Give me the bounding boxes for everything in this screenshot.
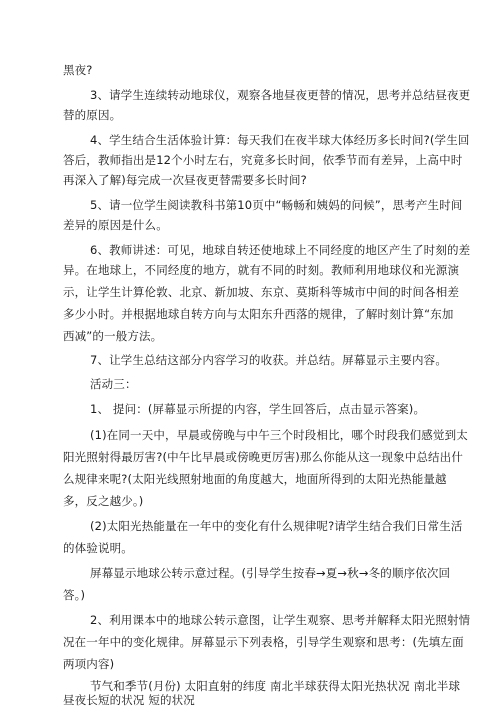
text-line: 替的原因。 (63, 108, 122, 122)
text-line: 再深入了解)每完成一次昼夜更替需要多长时间? (63, 173, 307, 187)
text-line: 么规律来呢?(太阳光线照射地面的角度越大，地面所得到的太阳光热能量越 (63, 472, 447, 486)
text-line: 示，让学生计算伦敦、北京、新加坡、东京、莫斯科等城市中间的时间各相差 (63, 285, 460, 299)
text-line: (1)在同一天中，早晨或傍晚与中午三个时段相比，哪个时段我们感觉到太 (90, 428, 468, 442)
text-line: 两项内容) (63, 657, 115, 671)
text-line: 5、请一位学生阅读教科书第10页中“畅畅和姨妈的问候”，思考产生时间 (90, 198, 463, 212)
text-line: 6、教师讲述：可见，地球自转还使地球上不同经度的地区产生了时刻的差 (90, 243, 471, 257)
text-line: 多少小时。并根据地球自转方向与太阳东升西落的规律，了解时刻计算“东加 (63, 307, 454, 321)
text-line: 节气和季节(月份) 太阳直射的纬度 南北半球获得太阳光热状况 南北半球 (90, 679, 461, 693)
text-line: 答后，教师指出是12个小时左右，究竟多长时间，依季节而有差异，上高中时 (63, 153, 463, 167)
text-line: 活动三： (90, 377, 137, 391)
text-line: 3、请学生连续转动地球仪，观察各地昼夜更替的情况，思考并总结昼夜更 (90, 88, 471, 102)
text-line: 差异的原因是什么。 (63, 218, 168, 232)
text-line: 的体验说明。 (63, 541, 133, 555)
text-line: 答。) (63, 588, 86, 602)
text-line: 昼夜长短的状况 短的状况 (63, 693, 195, 707)
text-line: 多，反之越少。) (63, 494, 144, 508)
text-line: 4、学生结合生活体验计算：每天我们在夜半球大体经历多长时间?(学生回 (90, 133, 470, 147)
text-line: 7、让学生总结这部分内容学习的收获。并总结。屏幕显示主要内容。 (90, 353, 447, 367)
text-line: 况在一年中的变化规律。屏幕显示下列表格，引导学生观察和思考：(先填左面 (63, 635, 464, 649)
text-line: (2)太阳光热能量在一年中的变化有什么规律呢?请学生结合我们日常生活 (90, 519, 463, 533)
text-line: 2、利用课本中的地球公转示意图，让学生观察、思考并解释太阳光照射情 (90, 613, 471, 627)
text-line: 阳光照射得最厉害?(中午比早晨或傍晚更厉害)那么你能从这一现象中总结出什 (63, 450, 463, 464)
text-line: 屏幕显示地球公转示意过程。(引导学生按春→夏→秋→冬的顺序依次回 (90, 566, 451, 580)
text-line: 异。在地球上，不同经度的地方，就有不同的时刻。教师利用地球仪和光源演 (63, 263, 460, 277)
text-line: 西减”的一般方法。 (63, 329, 163, 343)
text-line: 黑夜? (63, 63, 93, 77)
text-line: 1、 提问：(屏幕显示所提的内容，学生回答后，点击显示答案)。 (90, 402, 426, 416)
